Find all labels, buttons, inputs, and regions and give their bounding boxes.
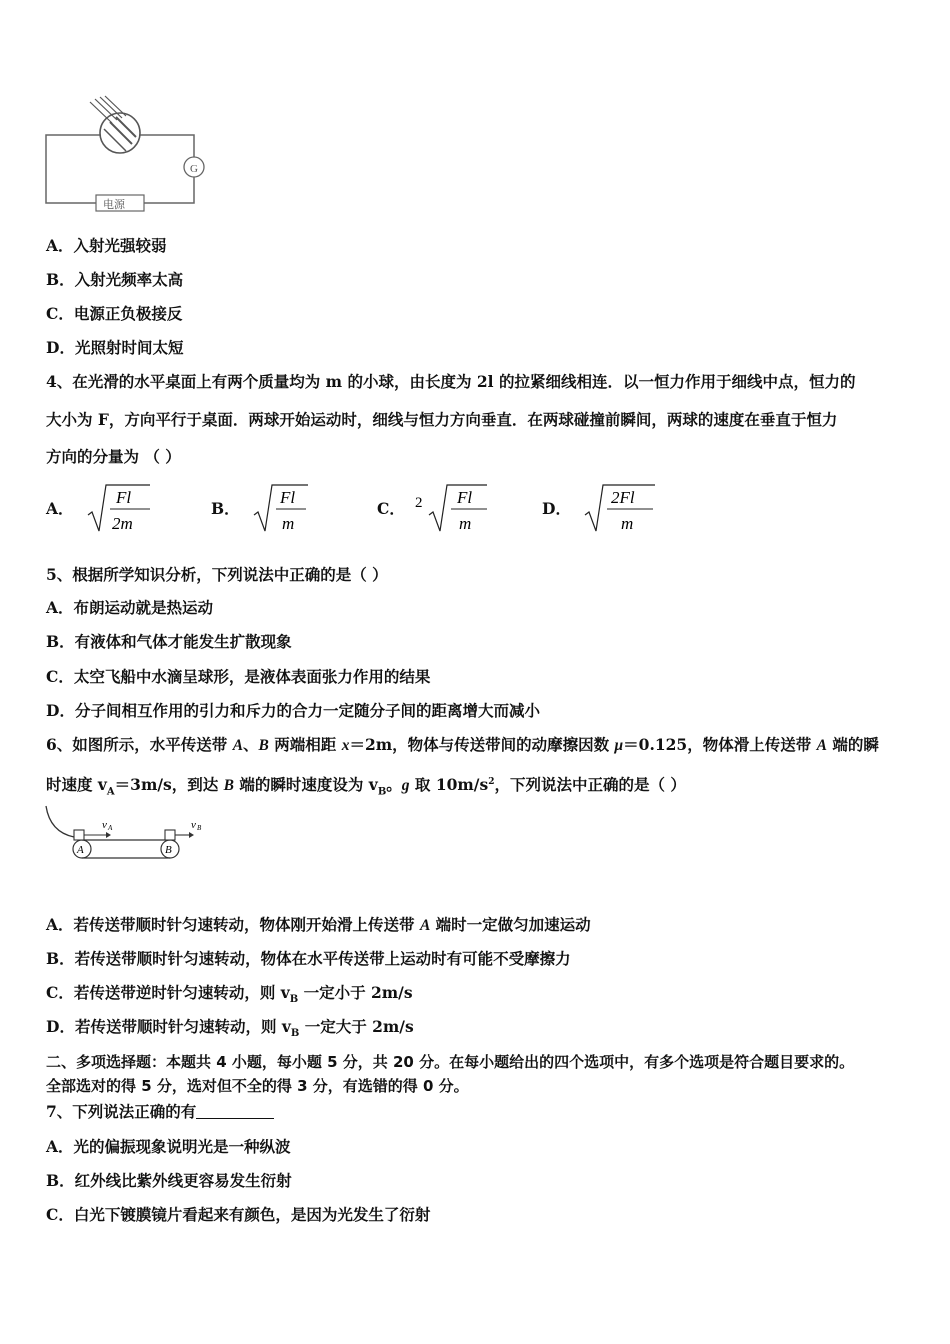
q6-stem-line-1 xyxy=(46,735,910,756)
q7-option-c: C．白光下镀膜镜片看起来有颜色，是因为光发生了衍射 xyxy=(46,1205,431,1224)
q6-point-b: B xyxy=(258,737,269,754)
q6-stem-1b: 两端相距 xyxy=(268,735,342,754)
q6-point-b-2: B xyxy=(223,777,234,795)
q4-option-c-num: Fl xyxy=(456,488,472,507)
q4-option-c-den: m xyxy=(458,514,472,533)
q5-option-a: A．布朗运动就是热运动 xyxy=(46,598,214,617)
q7-option-a: A．光的偏振现象说明光是一种纵波 xyxy=(46,1137,291,1156)
q6-stem-2c: 端的瞬时速度设为 v xyxy=(234,775,378,795)
section-2-heading-line-1: 二、多项选择题：本题共 4 小题，每小题 5 分，共 20 分。在每小题给出的四个选项中，有多个选项是符合题目要求的。 xyxy=(46,1053,855,1071)
fig-vb-label: v xyxy=(191,819,196,831)
q4-option-a-den: 2m xyxy=(111,514,133,533)
q5-option-b: B．有液体和气体才能发生扩散现象 xyxy=(46,632,292,651)
q4-option-d-den: m xyxy=(620,514,634,533)
q5-option-c: C．太空飞船中水滴呈球形，是液体表面张力作用的结果 xyxy=(46,667,431,686)
q6-stem-1d: ＝0.125，物体滑上传送带 xyxy=(623,735,817,754)
fig-a-label: A xyxy=(77,844,84,856)
q4-option-a-label: A． xyxy=(46,499,74,518)
q6-option-c xyxy=(46,983,910,1010)
q4-stem-line-2: 大小为 F，方向平行于桌面．两球开始运动时，细线与恒力方向垂直．在两球碰撞前瞬间，两球的速度在垂直于恒力 xyxy=(46,410,838,429)
q6-point-a-2: A xyxy=(816,737,827,754)
q4-option-c-coef: 2 xyxy=(414,495,423,511)
q6-x: x xyxy=(341,737,350,754)
power-source-label: 电源 xyxy=(103,198,125,211)
q6-option-d xyxy=(46,1017,910,1044)
q3-option-b: B．入射光频率太高 xyxy=(46,270,184,289)
q4-option-c-label: C． xyxy=(377,499,405,518)
q6-stem-1c: ＝2m，物体与传送带间的动摩擦因数 xyxy=(349,735,615,754)
q6-option-c-sub: B xyxy=(289,994,299,1006)
q6-option-c-2: 一定小于 2m/s xyxy=(298,983,413,1002)
q5-stem: 5、根据所学知识分析，下列说法中正确的是（ ） xyxy=(46,565,388,584)
q6-option-c-1: C．若传送带逆时针匀速转动，则 v xyxy=(46,983,290,1002)
q4-option-d-formula xyxy=(581,479,661,537)
q7-stem-text: 7、下列说法正确的有 xyxy=(46,1102,197,1121)
q6-sub-a: A xyxy=(106,786,115,798)
galvanometer-label: G xyxy=(190,163,198,175)
q6-g: g xyxy=(401,777,410,795)
q7-answer-blank xyxy=(196,1102,274,1119)
q6-stem-line-2 xyxy=(46,772,910,802)
q3-option-c: C．电源正负极接反 xyxy=(46,304,183,323)
q4-stem-line-3: 方向的分量为 （ ） xyxy=(46,447,181,466)
phototube-circuit-figure xyxy=(40,95,215,217)
q4-option-b-den: m xyxy=(281,514,294,533)
q6-stem-1e: 端的瞬 xyxy=(826,735,879,754)
q4-option-b xyxy=(211,478,320,538)
q6-stem-2a: 时速度 v xyxy=(46,775,107,795)
q4-option-a-formula xyxy=(84,479,154,537)
q6-option-a-point: A xyxy=(419,917,431,934)
q5-option-d: D．分子间相互作用的引力和斥力的合力一定随分子间的距离增大而减小 xyxy=(46,701,540,720)
q7-option-b: B．红外线比紫外线更容易发生衍射 xyxy=(46,1171,292,1190)
q6-stem-2e: 取 10m/s xyxy=(409,775,489,795)
q6-option-a-1: A．若传送带顺时针匀速转动，物体刚开始滑上传送带 xyxy=(46,915,420,934)
q6-sub-b: B xyxy=(377,786,387,798)
q4-option-d xyxy=(542,478,661,538)
q6-stem-2f: ，下列说法中正确的是（ ） xyxy=(494,775,686,795)
q6-option-d-2: 一定大于 2m/s xyxy=(299,1017,414,1036)
q6-option-a xyxy=(46,915,910,936)
q4-option-a-num: Fl xyxy=(115,488,131,507)
q6-stem-2d: 。 xyxy=(386,775,402,795)
q6-mu: μ xyxy=(614,737,624,754)
q4-option-a xyxy=(46,478,154,538)
q4-option-b-formula xyxy=(250,479,320,537)
fig-b-label: B xyxy=(165,844,172,856)
q4-option-b-label: B． xyxy=(211,499,240,518)
q3-option-a: A．入射光强较弱 xyxy=(46,236,167,255)
q4-stem-line-1: 4、在光滑的水平桌面上有两个质量均为 m 的小球，由长度为 2l 的拉紧细线相连．以一恒力作用于细线中点，恒力的 xyxy=(46,372,856,391)
q6-option-a-2: 端时一定做匀加速运动 xyxy=(430,915,591,934)
q6-option-b: B．若传送带顺时针匀速转动，物体在水平传送带上运动时有可能不受摩擦力 xyxy=(46,949,571,968)
q6-point-a: A xyxy=(232,737,244,754)
q7-stem xyxy=(46,1102,910,1122)
q6-stem-1a: 6、如图所示，水平传送带 xyxy=(46,735,233,754)
q6-option-d-1: D．若传送带顺时针匀速转动，则 v xyxy=(46,1017,291,1036)
q3-option-d: D．光照射时间太短 xyxy=(46,338,184,357)
q6-separator: 、 xyxy=(243,735,259,754)
q4-option-b-num: Fl xyxy=(279,488,295,507)
conveyor-belt-figure xyxy=(40,800,220,870)
q6-option-d-sub: B xyxy=(290,1028,300,1040)
q4-option-c xyxy=(377,478,499,538)
fig-vb-sub: B xyxy=(197,824,202,832)
fig-va-label: v xyxy=(102,819,107,831)
q4-option-d-num: 2Fl xyxy=(610,488,635,507)
q6-stem-2b: ＝3m/s，到达 xyxy=(114,775,224,795)
q4-option-d-label: D． xyxy=(542,499,571,518)
q6-sup: 2 xyxy=(488,777,495,787)
q4-option-c-formula xyxy=(415,479,499,537)
section-2-heading-line-2: 全部选对的得 5 分，选对但不全的得 3 分，有选错的得 0 分。 xyxy=(46,1077,469,1095)
fig-va-sub: A xyxy=(108,824,113,832)
